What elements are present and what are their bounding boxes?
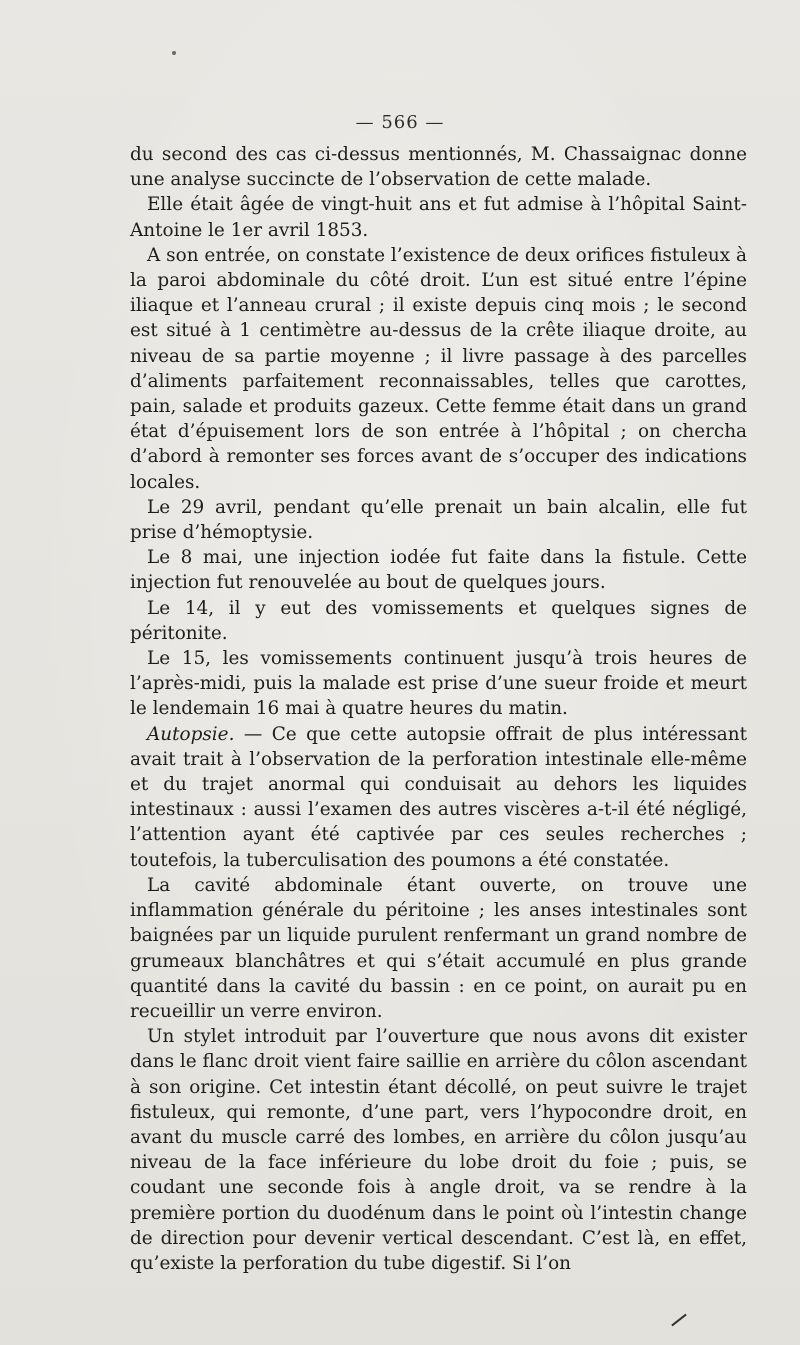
- paragraph-entry: A son entrée, on constate l’existence de deux orifices fistuleux à la paroi abdominale du côté droit. L’un est situé entre l’épine iliaque et l’anneau crural ; il existe depuis cinq mois ; le second est situé à 1 centimètre au-dessus de la crête iliaque droite, au niveau de sa partie moyenne ; il livre passage à des parcelles d’aliments parfaitement reconnaissables, telles que carottes, pain, salade et produits gazeux. Cette femme était dans un grand état d’épuisement lors de son entrée à l’hôpital ; on chercha d’abord à remonter ses forces avant de s’occuper des indications locales.: [130, 244, 747, 493]
- autopsy-text: — Ce que cette autopsie offrait de plus intéressant avait trait à l’observation de la perforation intestinale elle-même et du trajet anormal qui conduisait au dehors les liquides intestinaux : aussi l’examen des autres viscères a-t-il été négligé, l’attention ayant été captivée par ces seules recherches ; toutefois, la tuberculisation des poumons a été constatée.: [130, 723, 747, 871]
- autopsy-label: Autopsie.: [147, 723, 235, 745]
- paragraph-stylet: Un stylet introduit par l’ouverture que nous avons dit exister dans le flanc droit vient faire saillie en arrière du côlon ascendant à son origine. Cet intestin étant décollé, on peut suivre le trajet fistuleux, qui remonte, d’une part, vers l’hypocondre droit, en avant du muscle carré des lombes, en arrière du côlon jusqu’au niveau de la face inférieure du lobe droit du foie ; puis, se coudant une seconde fois à angle droit, va se rendre à la première portion du duodénum dans le point où l’intestin change de direction pour devenir vertical descendant. C’est là, en effet, qu’existe la perforation du tube digestif. Si l’on: [130, 1026, 747, 1274]
- paragraph-15: Le 15, les vomissements continuent jusqu’à trois heures de l’après-midi, puis la malade est prise d’une sueur froide et meurt le lendemain 16 mai à quatre heures du matin.: [130, 648, 747, 720]
- paragraph-admission: Elle était âgée de vingt-huit ans et fut admise à l’hôpital Saint-Antoine le 1er avril 1853.: [130, 194, 747, 241]
- paragraph-continuation: du second des cas ci-dessus mentionnés, M. Chassaignac donne une analyse succincte de l’observation de cette malade.: [130, 144, 747, 191]
- paragraph-abdominal-cavity: La cavité abdominale étant ouverte, on trouve une inflammation générale du péritoine ; les anses intestinales sont baignées par un liquide purulent renfermant un grand nombre de grumeaux blanchâtres et qui s’était accumulé en plus grande quantité dans la cavité du bassin : en ce point, on aurait pu en recueillir un verre environ.: [130, 874, 747, 1022]
- pen-mark: [671, 1314, 686, 1327]
- paragraph-april-29: Le 29 avril, pendant qu’elle prenait un bain alcalin, elle fut prise d’hémoptysie.: [130, 496, 747, 544]
- ink-speck: [172, 51, 176, 55]
- paragraph-may-8: Le 8 mai, une injection iodée fut faite dans la fistule. Cette injection fut renouvelée au bout de quelques jours.: [130, 547, 747, 594]
- page-number: — 566 —: [355, 112, 445, 133]
- paragraph-14: Le 14, il y eut des vomissements et quelques signes de péritonite.: [130, 597, 747, 644]
- body-text: [130, 142, 747, 1276]
- paragraph-autopsy: [130, 722, 747, 873]
